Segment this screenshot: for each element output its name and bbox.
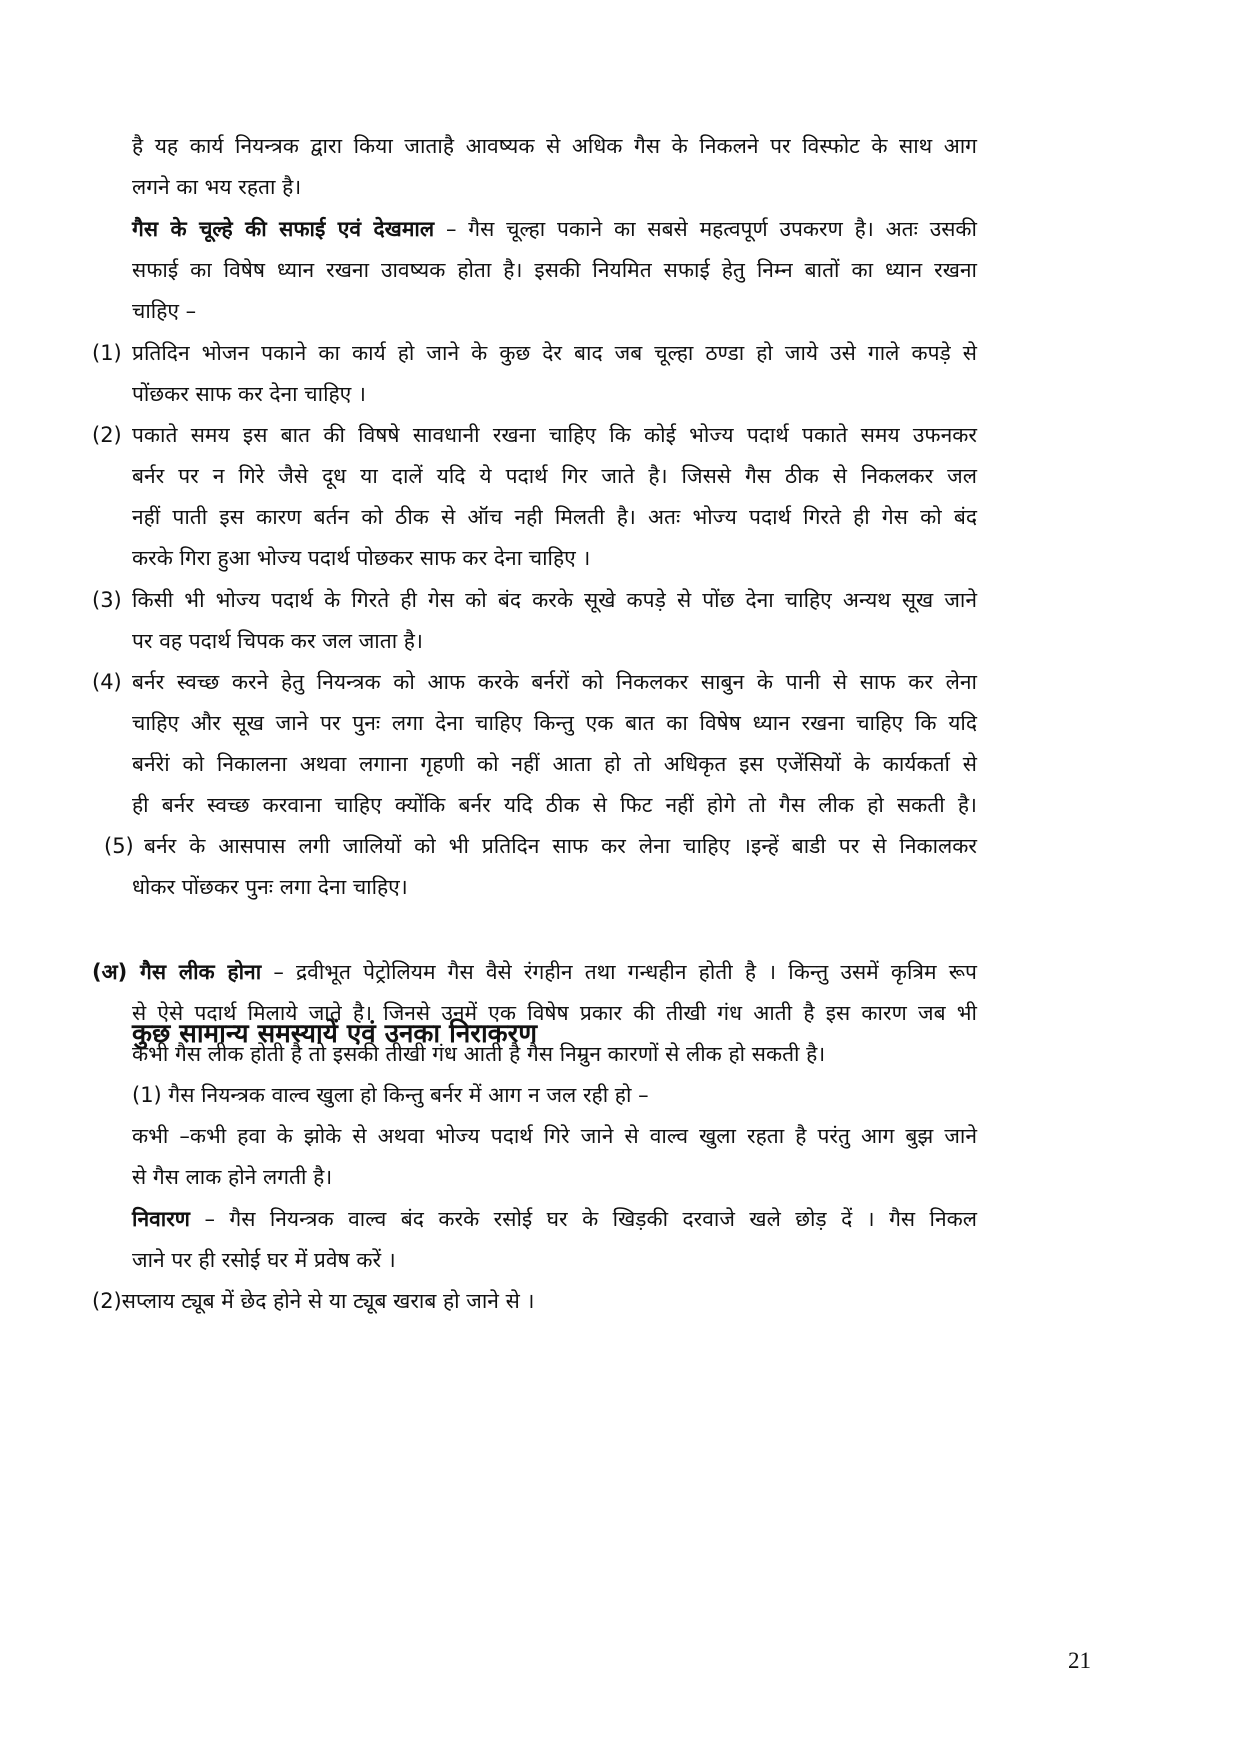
point-2-line-3: नहीं पाती इस कारण बर्तन को ठीक से ऑच नही मिलती है। अतः भोज्य पदार्थ गिरते ही गेस को बंद	[132, 505, 977, 529]
point-marker: (1)	[92, 341, 122, 365]
point-marker: (5)	[104, 834, 134, 858]
care-section-line-1	[132, 214, 977, 244]
intro-line-2: लगने का भय रहता है।	[132, 175, 302, 199]
point-marker: (4)	[92, 670, 122, 694]
gas-leak-line-1	[92, 957, 977, 987]
point-5-line-1: बर्नर के आसपास लगी जालियों को भी प्रतिदिन साफ कर लेना चाहिए ।इन्हें बाडी पर से निकालकर	[144, 834, 977, 858]
care-section-title: गैस के चूल्हे की सफाई एवं देखमाल	[132, 217, 435, 241]
point-4-line-1: बर्नर स्वच्छ करने हेतु नियन्त्रक को आफ करके बर्नरों को निकलकर साबुन के पानी से साफ कर लेना	[132, 670, 977, 694]
page-number: 21	[1068, 1648, 1091, 1673]
remedy-line-2: जाने पर ही रसोई घर में प्रवेष करें ।	[132, 1248, 396, 1272]
cause-1-line-1: कभी –कभी हवा के झोके से अथवा भोज्य पदार्थ गिरे जाने से वाल्व खुला रहता है परंतु आग बुझ जाने	[132, 1124, 977, 1148]
point-marker: (3)	[92, 588, 122, 612]
care-section-line-3: चाहिए –	[132, 299, 197, 323]
point-1-line-2: पोंछकर साफ कर देना चाहिए ।	[132, 382, 366, 406]
care-section-line-2: सफाई का विषेष ध्यान रखना उावष्यक होता है। इसकी नियमित सफाई हेतु निम्न बातों का ध्यान रखना	[132, 258, 977, 282]
gas-leak-line-3: कभी गैस लीक होती है तो इसकी तीखी गंध आती है गैस निम्रुन कारणों से लीक हो सकती है।	[132, 1042, 826, 1066]
gas-leak-cause-2: (2)सप्लाय ट्यूब में छेद होने से या ट्यूब खराब हो जाने से ।	[92, 1289, 535, 1313]
point-4-line-4: ही बर्नर स्वच्छ करवाना चाहिए क्योंकि बर्नर यदि ठीक से फिट नहीं होगे तो गैस लीक हो सकती है।	[132, 793, 977, 817]
intro-line-1: है यह कार्य नियन्त्रक द्वारा किया जाताहै आवष्यक से अधिक गैस के निकलने पर विस्फोट के साथ आग	[132, 134, 977, 158]
point-3-line-2: पर वह पदार्थ चिपक कर जल जाता है।	[132, 629, 423, 653]
point-2-line-4: करके गिरा हुआ भोज्य पदार्थ पोछकर साफ कर देना चाहिए ।	[132, 546, 591, 570]
remedy-label: निवारण	[132, 1207, 190, 1231]
gas-leak-line-1-text: – द्रवीभूत पेट्रोलियम गैस वैसे रंगहीन तथा गन्धहीन होती है । किन्तु उसमें कृत्रिम रूप	[273, 960, 977, 984]
point-3-line-1: किसी भी भोज्य पदार्थ के गिरते ही गेस को बंद करके सूखे कपड़े से पोंछ देना चाहिए अन्यथ सूख जाने	[132, 588, 977, 612]
gas-leak-title: (अ) गैस लीक होना	[92, 960, 262, 984]
remedy-line-1	[132, 1204, 977, 1234]
point-4-line-2: चाहिए और सूख जाने पर पुनः लगा देना चाहिए किन्तु एक बात का विषेष ध्यान रखना चाहिए कि यदि	[132, 711, 977, 735]
point-marker: (2)	[92, 423, 122, 447]
remedy-line-1-text: – गैस नियन्त्रक वाल्व बंद करके रसोई घर के खिड़की दरवाजे खले छोड़ दें । गैस निकल	[204, 1207, 977, 1231]
cause-1-line-2: से गैस लाक होने लगती है।	[132, 1165, 333, 1189]
point-2-line-2: बर्नर पर न गिरे जैसे दूध या दालें यदि ये पदार्थ गिर जाते है। जिससे गैस ठीक से निकलकर जल	[132, 464, 977, 488]
point-5-line-2: धोकर पोंछकर पुनः लगा देना चाहिए।	[132, 875, 408, 899]
point-4-line-3: बर्नरेां को निकालना अथवा लगाना गृहणी को नहीं आता हो तो अधिकृत इस एजेंसियों के कार्यकर्ता से	[132, 752, 977, 776]
care-section-line-1-text: – गैस चूल्हा पकाने का सबसे महत्वपूर्ण उपकरण है। अतः उसकी	[445, 217, 977, 241]
point-2-line-1: पकाते समय इस बात की विषषे सावधानी रखना चाहिए कि कोई भोज्य पदार्थ पकाते समय उफनकर	[132, 423, 977, 447]
point-1-line-1: प्रतिदिन भोजन पकाने का कार्य हो जाने के कुछ देर बाद जब चूल्हा ठण्डा हो जाये उसे गाले कपड़े से	[132, 341, 977, 365]
gas-leak-line-2: से ऐसे पदार्थ मिलाये जाते है। जिनसे उनमें एक विषेष प्रकार की तीखी गंध आती है इस कारण जब भी	[132, 1001, 977, 1025]
problems-heading: कुछ सामान्य समस्यायें एवं उनका निराकरण	[132, 1019, 538, 1049]
gas-leak-cause-1: (1) गैस नियन्त्रक वाल्व खुला हो किन्तु बर्नर में आग न जल रही हो –	[132, 1083, 649, 1107]
